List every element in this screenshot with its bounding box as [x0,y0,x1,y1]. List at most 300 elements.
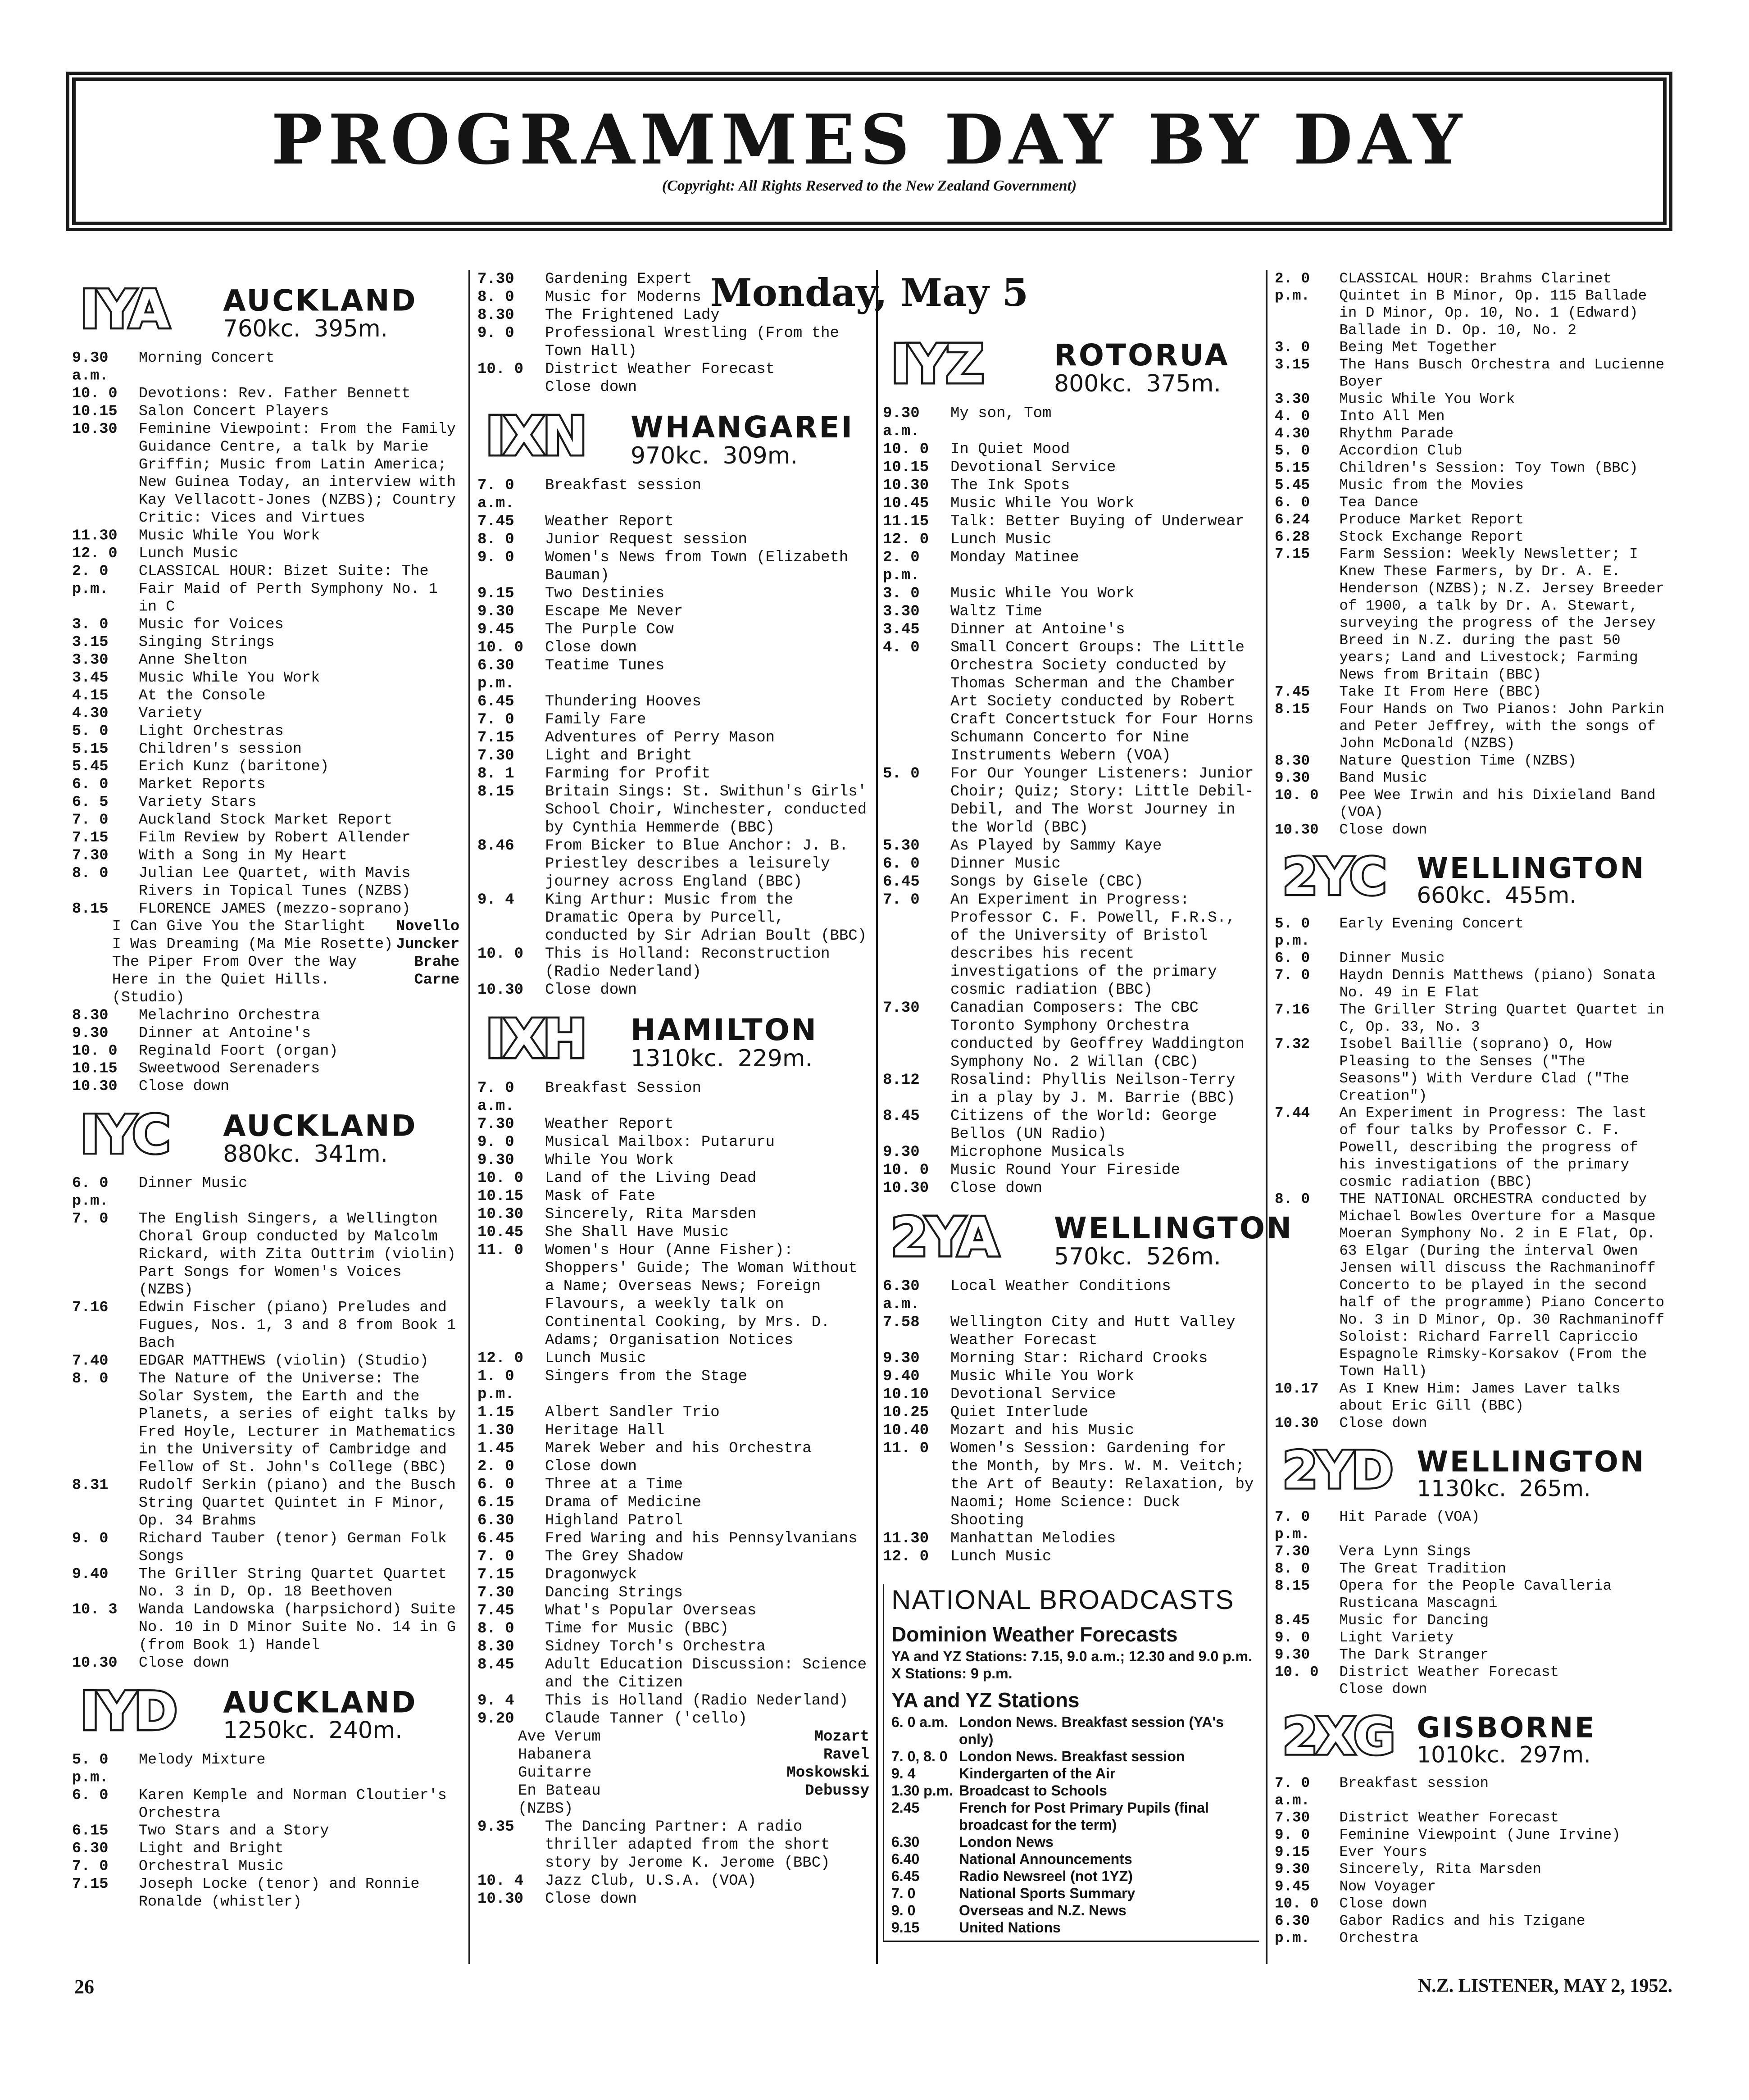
schedule-entry [477,1241,869,1350]
national-title: NATIONAL BROADCASTS [891,1585,1235,1615]
work-composer: Moskowski [786,1764,869,1782]
entry-desc: The Dark Stranger [1339,1647,1489,1664]
entry-desc: Marek Weber and his Orchestra [545,1440,812,1457]
column-4 [1275,270,1671,1947]
entry-desc: Nature Question Time (NZBS) [1339,753,1577,770]
call-sign-text: 2YD [1282,1440,1392,1500]
entry-time: 8. 0 [72,865,109,882]
station-city: AUCKLAND [223,1109,418,1143]
work-composer: Ravel [823,1746,869,1764]
entry-time: 7.15 [72,829,109,846]
station-call-sign [1282,1440,1392,1500]
entry-time: 5.15 [1275,460,1310,477]
schedule-entry [477,747,869,765]
station-call-sign [891,333,982,395]
schedule-entry [477,1458,869,1476]
national-broadcasts [883,1584,1259,1942]
entry-time: 12. 0 [477,1350,524,1367]
frequency-kc: 1130kc. [1417,1476,1506,1502]
call-sign-text: IXN [486,405,586,467]
station-info [1054,1213,1293,1269]
entry-time: 7.30 [1275,1543,1310,1560]
page-title: PROGRAMMES DAY BY DAY [271,99,1467,180]
entry-time: 10. 0 [477,361,524,378]
schedule-entry [477,1638,869,1656]
schedule-entry [72,740,459,758]
schedule-entry [477,1205,869,1223]
entry-desc: Lunch Music [545,1350,646,1367]
work-title: (Studio) [112,989,185,1006]
entry-time: 3. 0 [1275,339,1310,356]
entry-time: 10. 0 [72,385,118,402]
entry-time: 8. 0 [477,289,514,306]
entry-time: 3.15 [72,634,109,651]
entry-desc: Variety Stars [138,794,257,811]
schedule-entry [477,981,869,999]
station-city: WELLINGTON [1417,1445,1646,1478]
schedule-entry [72,900,459,918]
entry-time: 12. 0 [883,1548,929,1565]
entry-time: 8.45 [1275,1612,1310,1629]
copyright-note: (Copyright: All Rights Reserved to the New Zealand Government) [662,177,1077,194]
entry-time: 7. 0 [72,1858,109,1875]
entry-desc: Light Variety [1339,1630,1454,1646]
entry-desc: Auckland Stock Market Report [138,811,393,829]
schedule-entry [477,1566,869,1584]
entry-desc: Dinner Music [138,1175,248,1192]
schedule-entry [883,1440,1259,1530]
schedule-entry [477,1169,869,1187]
schedule-entry [1275,1681,1671,1698]
entry-time: 10.30 [72,1078,118,1095]
entry-time: 8. 0 [477,531,514,548]
entry-time: 9.15 [891,1919,920,1936]
schedule-entry [72,634,459,651]
schedule-entry [1275,1861,1671,1878]
entry-desc: Stock Exchange Report [1339,529,1524,545]
schedule-entry [1275,1001,1671,1036]
entry-time: 5.30 [883,837,920,855]
entry-time: 8.30 [477,307,514,324]
schedule-entry [477,1602,869,1620]
schedule-entry [72,1654,459,1672]
entry-desc: Quiet Interlude [950,1404,1089,1421]
schedule-entry [883,549,1259,585]
entry-desc: Salon Concert Players [138,403,329,420]
entry-time: 6.40 [891,1851,920,1867]
call-sign-text: 2YC [1282,847,1385,907]
entry-desc: Overseas and N.Z. News [959,1902,1127,1918]
schedule-entry [72,1060,459,1077]
wavelength-m: 309m. [722,442,798,469]
entry-desc: Women's Session: Gardening for the Month, by Mrs. W. M. Veitch; the Art of Beauty: Relaxation, by Naomi; Home Science: Duck Shooting [950,1440,1254,1529]
entry-time: 7.15 [477,729,514,746]
entry-time: 9. 0 [1275,1827,1310,1844]
schedule-entry [1275,1844,1671,1861]
issue-line: N.Z. LISTENER, MAY 2, 1952. [1417,1976,1672,1996]
entry-time: 9.45 [1275,1878,1310,1895]
entry-desc: Talk: Better Buying of Underwear [950,513,1245,530]
station-header [1275,1706,1671,1768]
entry-time: 7.30 [72,847,109,864]
schedule-entry [477,1818,869,1872]
national-entry [891,1765,1259,1782]
schedule-entry [883,639,1259,765]
wavelength-m: 395m. [313,315,388,342]
entry-time: 9.30 [1275,770,1310,787]
entry-time: 9.20 [477,1710,514,1727]
schedule-entry [72,1601,459,1654]
schedule-entry [477,1872,869,1890]
entry-desc: Professional Wrestling (From the Town Hall) [545,325,839,360]
entry-desc: The Nature of the Universe: The Solar System, the Earth and the Planets, a series of eight talks by Fred Hoyle, Lecturer in Mathematics in the University of Cambridge and Fellow of St. John's College (BBC) [138,1370,456,1476]
entry-time: 11. 0 [883,1440,929,1457]
entry-time: 11.30 [883,1530,929,1547]
call-sign-text: IYC [80,1104,169,1165]
entry-desc: Market Reports [138,776,266,793]
schedule-entry [72,847,459,864]
entry-desc: Wellington City and Hutt Valley Weather Forecast [950,1314,1236,1349]
entry-time: 9. 0 [891,1902,916,1918]
entry-time: 6.28 [1275,529,1310,545]
entry-time: 6. 0 [883,855,920,873]
entry-time: 8. 1 [477,765,514,782]
entry-desc: Mask of Fate [545,1188,655,1205]
entry-desc: Breakfast session [1339,1775,1489,1792]
entry-time: 10. 4 [477,1873,524,1890]
schedule-entry [1275,1415,1671,1432]
column-rule [468,270,470,1964]
entry-time: 7. 0 [1275,967,1310,984]
work-composer: Mozart [814,1728,869,1745]
entry-desc: District Weather Forecast [545,361,775,378]
entry-time: 10.15 [72,1060,118,1077]
entry-desc: The Dancing Partner: A radio thriller adapted from the short story by Jerome K. Jerome (BBC) [545,1818,830,1872]
entry-desc: Two Destinies [545,585,665,602]
station-header [72,1104,459,1168]
work-line [477,1728,869,1746]
station-header [1275,847,1671,909]
schedule-entry [72,864,459,900]
entry-time: 4.30 [72,705,109,722]
schedule-entry [477,1548,869,1566]
entry-time: 4.30 [1275,426,1310,442]
entry-time: 9.30 a.m. [72,350,109,385]
entry-desc: Music from the Movies [1339,477,1524,494]
entry-desc: Four Hands on Two Pianos: John Parkin and Peter Jeffrey, with the songs of John McDonald (NZBS) [1339,701,1665,752]
schedule-entry [1275,1509,1671,1543]
entry-desc: Broadcast to Schools [959,1782,1107,1799]
entry-time: 10.10 [883,1386,929,1403]
entry-desc: Farm Session: Weekly Newsletter; I Knew These Farmers, by Dr. A. E. Henderson (NZBS); N.Z. Jersey Breeder of 1900, a talk by Dr. A. Stewart, surveying the progress of the Jersey Breed in N.Z. during the past 50 years; Land and Livestock; Farming News from Britain (BBC) [1339,546,1665,683]
entry-desc: Escape Me Never [545,603,683,620]
entry-time: 6. 0 [1275,495,1310,511]
entry-desc: Close down [545,1458,637,1475]
schedule-entry [1275,701,1671,753]
entry-time: 7.30 [477,747,514,764]
weather-title: Dominion Weather Forecasts [891,1623,1178,1646]
entry-time: 7.45 [477,1602,514,1619]
schedule-entry [477,1350,869,1368]
schedule-entry [72,1299,459,1352]
entry-time: 10. 0 [1275,787,1319,804]
station-header [1275,1440,1671,1502]
schedule-entry [1275,1878,1671,1895]
entry-desc: Devotional Service [950,459,1116,476]
schedule-entry [1275,529,1671,546]
national-entry [891,1748,1259,1765]
schedule-entry [1275,425,1671,442]
entry-time: 8.15 [477,783,514,800]
schedule-entry [72,1174,459,1210]
schedule-entry [72,563,459,616]
schedule-entry [477,1476,869,1494]
entry-time: 3.30 [72,651,109,669]
entry-time: 6.15 [477,1494,514,1511]
entry-desc: She Shall Have Music [545,1224,729,1241]
schedule-entry [1275,1664,1671,1681]
schedule-entry [883,513,1259,531]
call-sign-text: 2XG [1282,1706,1394,1766]
entry-desc: Local Weather Conditions [950,1278,1171,1295]
entry-desc: Adventures of Perry Mason [545,729,775,746]
entry-desc: Kindergarten of the Air [959,1765,1116,1782]
wavelength-m: 240m. [328,1717,403,1744]
entry-desc: Sidney Torch's Orchestra [545,1638,766,1655]
entry-desc: Women's News from Town (Elizabeth Bauman) [545,549,849,584]
entry-desc: What's Popular Overseas [545,1602,757,1619]
entry-time: 4. 0 [1275,408,1310,425]
schedule-entry [72,1875,459,1911]
schedule-entry [883,585,1259,603]
station-frequency [1054,1244,1293,1269]
station-info [1417,853,1645,907]
station-city: HAMILTON [631,1013,818,1047]
schedule-entry [477,711,869,729]
work-composer: Carne [414,971,460,989]
entry-desc: Anne Shelton [138,651,248,669]
schedule-entry [72,1210,459,1299]
schedule-entry [1275,770,1671,787]
station-header [883,1206,1294,1270]
entry-time: 8. 0 [1275,1561,1310,1577]
entry-time: 10. 3 [72,1601,118,1618]
schedule-entry [1275,950,1671,967]
entry-desc: CLASSICAL HOUR: Bizet Suite: The Fair Maid of Perth Symphony No. 1 in C [138,563,438,616]
entry-desc: Into All Men [1339,408,1445,425]
entry-desc: Adult Education Discussion: Science and the Citizen [545,1656,867,1691]
entry-time: 9.15 [1275,1844,1310,1861]
schedule-entry [1275,1105,1671,1191]
entry-time: 10.30 [1275,1415,1319,1432]
station-city: AUCKLAND [223,1685,418,1720]
schedule-entry [1275,494,1671,511]
schedule-entry [1275,1629,1671,1646]
entry-time: 8.15 [72,900,109,918]
entry-desc: As Played by Sammy Kaye [950,837,1162,855]
wavelength-m: 375m. [1146,370,1221,397]
entry-desc: Microphone Musicals [950,1144,1125,1161]
schedule-entry [72,687,459,705]
entry-desc: Film Review by Robert Allender [138,829,411,846]
column-rule [1266,270,1267,1964]
schedule-entry [477,1890,869,1908]
schedule-entry [883,1143,1259,1161]
work-line [477,1782,869,1800]
entry-desc: Canadian Composers: The CBC Toronto Symphony Orchestra conducted by Geoffrey Waddington Symphony No. 2 Willan (CBC) [950,1000,1245,1071]
entry-desc: Three at a Time [545,1476,683,1493]
station-city: WELLINGTON [1417,851,1646,885]
schedule-entry [72,811,459,829]
entry-time: 7. 0 [891,1885,916,1901]
frequency-kc: 800kc. [1054,370,1133,397]
entry-desc: The English Singers, a Wellington Choral Group conducted by Malcolm Rickard, with Zita Outtrim (violin) Part Songs for Women's Voices (NZBS) [138,1210,456,1299]
schedule-entry [72,350,459,385]
entry-desc: Breakfast session [545,477,701,494]
entry-desc: Music Round Your Fireside [950,1162,1181,1179]
entry-desc: London News [959,1834,1054,1850]
entry-time: 7. 0 [883,891,920,909]
schedule-entry [477,513,869,531]
entry-desc: Close down [1339,1415,1427,1432]
schedule-entry [1275,408,1671,425]
station-header [72,1680,459,1744]
schedule-entry [72,420,459,527]
call-sign-text: IYD [80,1680,176,1742]
entry-desc: An Experiment in Progress: The last of four talks by Professor C. F. Powell, describing the progress of his investigations of the primary cosmic radiation (BBC) [1339,1105,1647,1191]
entry-time: 9. 4 [477,891,514,909]
entry-desc: District Weather Forecast [1339,1664,1559,1681]
entry-desc: For Our Younger Listeners: Junior Choir; Quiz; Story: Little Debil-Debil, and The Worst Journey in the World (BBC) [950,765,1254,836]
entry-time: 1.45 [477,1440,514,1457]
schedule-entry [1275,753,1671,770]
entry-desc: Dragonwyck [545,1566,637,1583]
schedule-entry [1275,391,1671,408]
schedule-entry [477,1620,869,1638]
work-line [477,1746,869,1764]
station-frequency [223,1142,417,1167]
station-call-sign [1282,847,1385,907]
entry-desc: Close down [138,1655,230,1672]
entry-time: 10. 0 [477,639,524,656]
station-info [1054,340,1235,396]
station-call-sign [486,405,586,467]
entry-desc: The Griller String Quartet Quartet in C, Op. 33, No. 3 [1339,1002,1665,1036]
entry-time: 5.45 [72,758,109,776]
entry-desc: As I Knew Him: James Laver talks about Eric Gill (BBC) [1339,1381,1621,1415]
entry-desc: Britain Sings: St. Swithun's Girls' School Choir, Winchester, conducted by Cynthia Hemmerde (BBC) [545,783,867,836]
entry-desc: This is Holland: Reconstruction (Radio Nederland) [545,945,830,981]
schedule-entry [477,693,869,711]
entry-time: 6. 0 [1275,950,1310,967]
entry-time: 7. 0 a.m. [477,477,514,512]
entry-desc: Music for Moderns [545,289,701,306]
entry-desc: While You Work [545,1152,674,1169]
entry-time: 6.45 [883,873,920,891]
entry-time: 7.45 [1275,684,1310,701]
entry-time: 8.30 [477,1638,514,1655]
entry-desc: Rhythm Parade [1339,426,1454,442]
entry-desc: Pee Wee Irwin and his Dixieland Band (VOA) [1339,787,1656,821]
frequency-kc: 1250kc. [223,1717,315,1744]
work-line [72,971,459,989]
entry-desc: Gardening Expert [545,271,692,288]
entry-time: 6.45 [891,1868,920,1884]
entry-desc: Manhattan Melodies [950,1530,1116,1547]
schedule-entry [883,1422,1259,1440]
schedule-entry [883,1386,1259,1404]
schedule-entry [883,441,1259,459]
schedule-entry [1275,1191,1671,1381]
station-city: WELLINGTON [1054,1211,1294,1245]
work-title: Ave Verum [518,1728,601,1745]
schedule-entry [477,378,869,396]
entry-desc: Music While You Work [950,585,1135,602]
entry-desc: Mozart and his Music [950,1422,1135,1439]
entry-desc: Now Voyager [1339,1878,1436,1895]
entry-time: 7. 0 p.m. [1275,1509,1310,1543]
schedule-entry [1275,1646,1671,1664]
entry-desc: Devotional Service [950,1386,1116,1403]
national-entry [891,1833,1259,1850]
entry-time: 7.44 [1275,1105,1310,1122]
entry-time: 1. 0 p.m. [477,1368,514,1403]
schedule-entry [1275,915,1671,950]
entry-desc: From Bicker to Blue Anchor: J. B. Priestley describes a leisurely journey across England (BBC) [545,837,849,891]
entry-time: 7. 0 [72,811,109,829]
schedule-entry [883,495,1259,513]
entry-desc: Drama of Medicine [545,1494,701,1511]
schedule-entry [477,1115,869,1133]
station-header [477,405,869,469]
entry-time: 4. 0 [883,639,920,656]
entry-time: 5.15 [72,741,109,758]
schedule-entry [1275,822,1671,839]
schedule-entry [883,1161,1259,1179]
entry-desc: Feminine Viewpoint (June Irvine) [1339,1827,1621,1844]
entry-time: 5. 0 [1275,443,1310,459]
station-call-sign [80,278,168,340]
schedule-entry [72,705,459,722]
entry-desc: EDGAR MATTHEWS (violin) (Studio) [138,1352,429,1370]
entry-desc: United Nations [959,1919,1061,1936]
entry-time: 6. 0 p.m. [72,1175,109,1210]
schedule-entry [883,1277,1259,1314]
entry-desc: Claude Tanner ('cello) [545,1710,747,1727]
entry-desc: Edwin Fischer (piano) Preludes and Fugues, Nos. 1, 3 and 8 from Book 1 Bach [138,1299,456,1352]
wavelength-m: 265m. [1519,1476,1591,1502]
station-frequency [223,317,417,341]
frequency-kc: 1310kc. [631,1045,724,1072]
entry-time: 2. 0 p.m. [72,563,109,598]
entry-desc: Dinner at Antoine's [950,621,1125,638]
schedule-entry [1275,546,1671,684]
entry-desc: Feminine Viewpoint: From the Family Guidance Centre, a talk by Marie Griffin; Music from Latin America; New Guinea Today, an interview with Kay Vellacott-Jones (NZBS); Country Critic: Vices and Virtues [138,421,456,527]
entry-desc: Lunch Music [950,1548,1052,1565]
wavelength-m: 341m. [313,1141,388,1168]
entry-time: 9. 0 [1275,1630,1310,1646]
schedule-entry [1275,1612,1671,1629]
work-line [72,953,459,971]
entry-time: 12. 0 [883,531,929,548]
entry-time: 7. 0, 8. 0 [891,1748,948,1764]
entry-desc: Women's Hour (Anne Fisher): Shoppers' Guide; The Woman Without a Name; Overseas News; Foreign Flavours, a weekly talk on Continental Cooking, by Mrs. D. Adams; Organisation Notices [545,1242,858,1349]
entry-desc: Children's session [138,741,302,758]
entry-desc: Morning Star: Richard Crooks [950,1350,1208,1367]
schedule-entry [477,1404,869,1422]
schedule-entry [1275,1775,1671,1809]
schedule-entry [883,1548,1259,1566]
